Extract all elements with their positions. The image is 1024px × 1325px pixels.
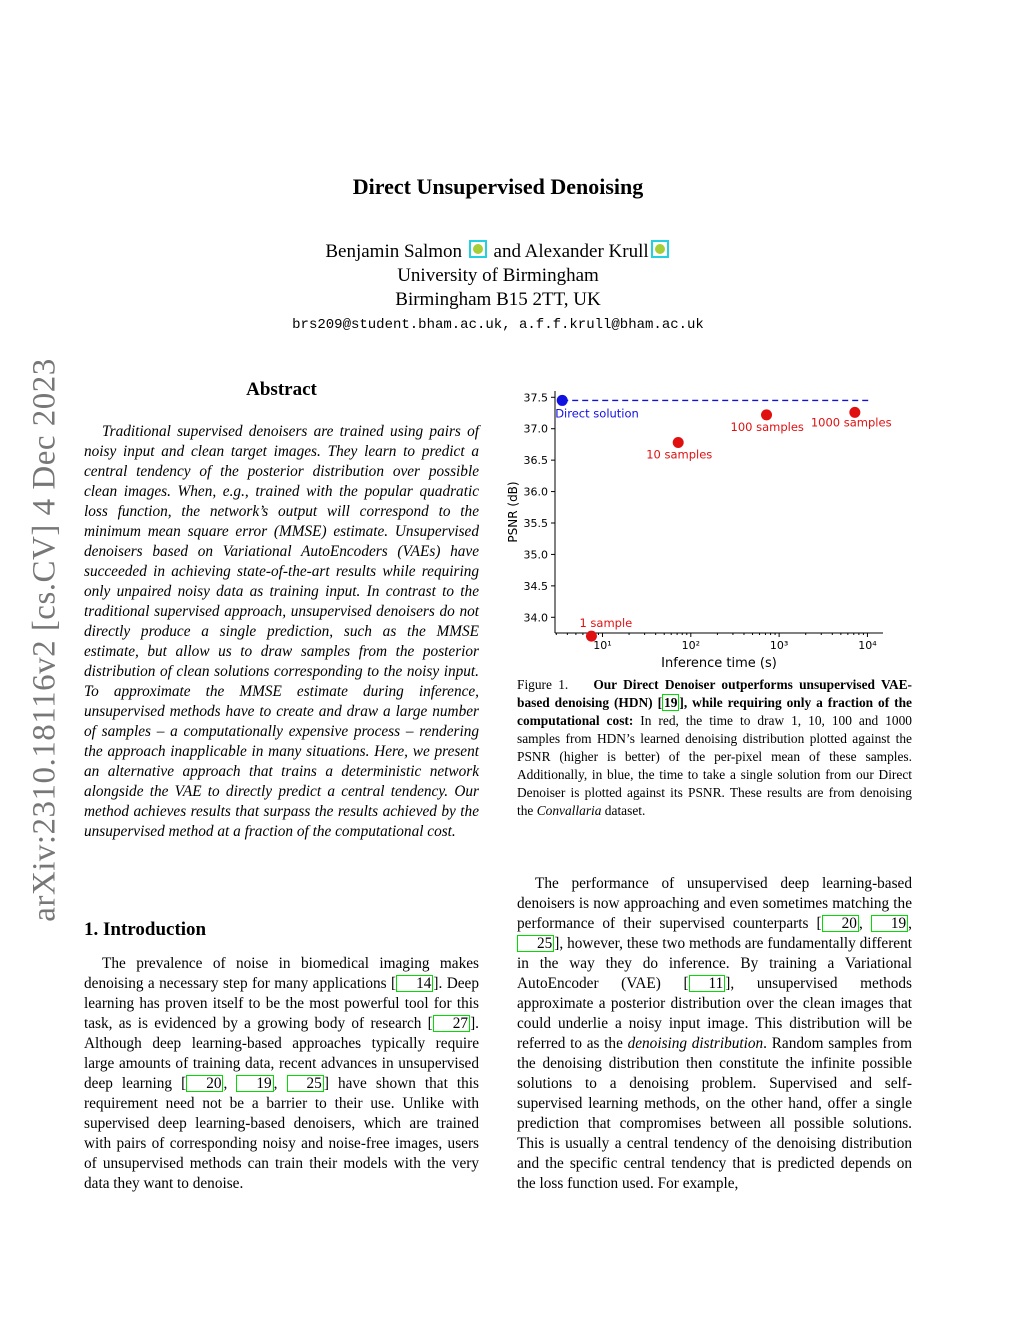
- text-run: The performance of unsupervised deep learning-based denoisers is now approaching and even sometimes matching the performance of their supervised counterparts [: [517, 875, 912, 932]
- text-run: ,: [273, 1075, 287, 1092]
- caption-bold: ], while requiring only a fraction of the computational cost:: [517, 695, 912, 728]
- x-axis-label: Inference time (s): [661, 656, 777, 671]
- text-run: ], unsupervised methods approximate a posterior distribution over the clean images that could underlie a noisy input image. This distribution will be referred to as the: [517, 975, 912, 1052]
- abstract-text: Traditional supervised denoisers are trained using pairs of noisy input and clean target images. They learn to predict a central tendency of the posterior distribution over possible clean images. When, e.g., trained with the popular quadratic loss function, the network’s output will correspond to the minimum mean square error (MMSE) estimate. Unsupervised denoisers based on Variational AutoEncoders (VAEs) have succeeded in achieving state-of-the-art results while requiring only unpaired noisy data as training input. In contrast to the traditional supervised approach, unsupervised denoisers do not directly produce a single prediction, such as the MMSE estimate, but allow us to draw samples from the posterior distribution of clean solutions corresponding to the noisy input. To approximate the MMSE estimate during inference, unsupervised methods have to create and draw a large number of samples – a computationally expensive process – rendering the approach inapplicable in many situations. Here, we present an alternative approach that trains a deterministic network alongside the VAE to directly predict a central tendency. Our method achieves results that surpass the results achieved by the unsupervised method at a fraction of the computational cost.: [84, 423, 479, 840]
- data-label: 10 samples: [646, 447, 713, 462]
- y-tick-label: 37.0: [523, 422, 548, 436]
- orcid-icon[interactable]: [651, 240, 669, 258]
- dataset-name: Convallaria: [536, 803, 602, 818]
- text-run: ,: [858, 915, 871, 932]
- y-tick-label: 36.0: [523, 485, 548, 499]
- y-tick-label: 35.5: [523, 517, 548, 530]
- author-block: [0, 240, 996, 312]
- text-run: ]. Deep learning has proven itself to be the most powerful tool for this task, as is evidenced by a growing body of research [: [84, 975, 479, 1032]
- citation-link[interactable]: 20: [822, 915, 859, 932]
- data-point: [557, 395, 568, 406]
- citation-link[interactable]: 14: [396, 975, 433, 992]
- abstract-heading: Abstract: [246, 379, 317, 400]
- figure-caption: [517, 676, 912, 820]
- y-tick-label: 35.0: [523, 548, 548, 562]
- intro-paragraph: [84, 954, 479, 1194]
- caption-text: In red, the time to draw 1, 10, 100 and 1000 samples from HDN’s learned denoising distribution plotted against the PSNR (higher is better) of the per-pixel mean of these samples. Additionally, in blue, the time to take a single solution from our Direct Denoiser is plotted against its PSNR. These results are from denoising the: [517, 713, 912, 818]
- data-point: [673, 437, 684, 448]
- data-point: [586, 631, 597, 642]
- author-name: Benjamin Salmon: [325, 241, 463, 262]
- citation-link[interactable]: 20: [186, 1075, 223, 1092]
- affiliation: University of Birmingham: [397, 265, 599, 286]
- text-run: . Random samples from the denoising distribution then constitute the infinite possible solutions to a denoising problem. Supervised and self-supervised learning methods, on the other hand, offer a single prediction that compromises between all possible solutions. This is usually a central tendency of the denoising distribution and the specific central tendency that is predicted depends on the loss function used. For example,: [517, 1035, 912, 1192]
- data-label: Direct solution: [555, 406, 639, 421]
- caption-bold: Our Direct Denoiser outperforms unsupervised VAE-based denoising (HDN) [: [517, 677, 913, 710]
- author-emails: brs209@student.bham.ac.uk, a.f.f.krull@bham.ac.uk: [292, 317, 704, 333]
- author-name: and Alexander Krull: [493, 241, 649, 262]
- y-tick-label: 36.5: [523, 454, 548, 468]
- data-label: 100 samples: [730, 419, 804, 434]
- text-run: ]. Although deep learning-based approaches typically require large amounts of training data, recent advances in unsupervised deep learning [: [84, 1015, 479, 1092]
- y-tick-label: 37.5: [523, 391, 548, 405]
- intro-heading: 1. Introduction: [84, 919, 207, 940]
- x-tick-label: 10²: [681, 639, 701, 652]
- body-paragraph: [517, 874, 912, 1194]
- orcid-icon[interactable]: [469, 240, 487, 258]
- author-line: [0, 240, 996, 264]
- text-run: ], however, these two methods are fundamentally different in the way they do inference. By training a Variational AutoEncoder (VAE) [: [517, 935, 912, 992]
- citation-link[interactable]: 27: [433, 1015, 470, 1032]
- y-axis-label: PSNR (dB): [506, 481, 520, 543]
- citation-link[interactable]: 19: [664, 695, 678, 710]
- caption-text: dataset.: [601, 803, 646, 818]
- x-tick-label: 10³: [769, 639, 789, 652]
- paper-title: Direct Unsupervised Denoising: [352, 174, 644, 199]
- text-run: ,: [223, 1075, 237, 1092]
- citation-link[interactable]: 19: [236, 1075, 273, 1092]
- text-run: ] have shown that this requirement need not be a barrier to their use. Unlike with supervised deep learning-based denoisers, which are trained with pairs of corresponding noisy and noise-free images, users of unsupervised methods can train their models with the very data they want to denoise.: [84, 1075, 479, 1192]
- x-tick-label: 10⁴: [858, 639, 877, 652]
- citation-link[interactable]: 25: [287, 1075, 324, 1092]
- x-tick-label: 10¹: [593, 639, 612, 652]
- chart-plot: [555, 395, 891, 642]
- emphasis: denoising distribution: [627, 1035, 764, 1052]
- data-point: [761, 409, 772, 420]
- address: Birmingham B15 2TT, UK: [395, 289, 601, 310]
- citation-link[interactable]: 25: [517, 935, 554, 952]
- psnr-vs-time-chart: [505, 383, 905, 673]
- text-run: The prevalence of noise in biomedical imaging makes denoising a necessary step for many applications [: [84, 955, 479, 992]
- citation-link[interactable]: 19: [871, 915, 908, 932]
- data-label: 1 sample: [579, 616, 633, 631]
- data-label: 1000 samples: [810, 415, 892, 430]
- chart-axes: [524, 391, 884, 652]
- caption-label: Figure 1.: [517, 677, 569, 692]
- text-run: ,: [908, 915, 912, 932]
- citation-link[interactable]: 11: [689, 975, 726, 992]
- y-tick-label: 34.5: [523, 579, 548, 593]
- y-tick-label: 34.0: [523, 611, 548, 625]
- arxiv-stamp: arXiv:2310.18116v2 [cs.CV] 4 Dec 2023: [26, 358, 63, 922]
